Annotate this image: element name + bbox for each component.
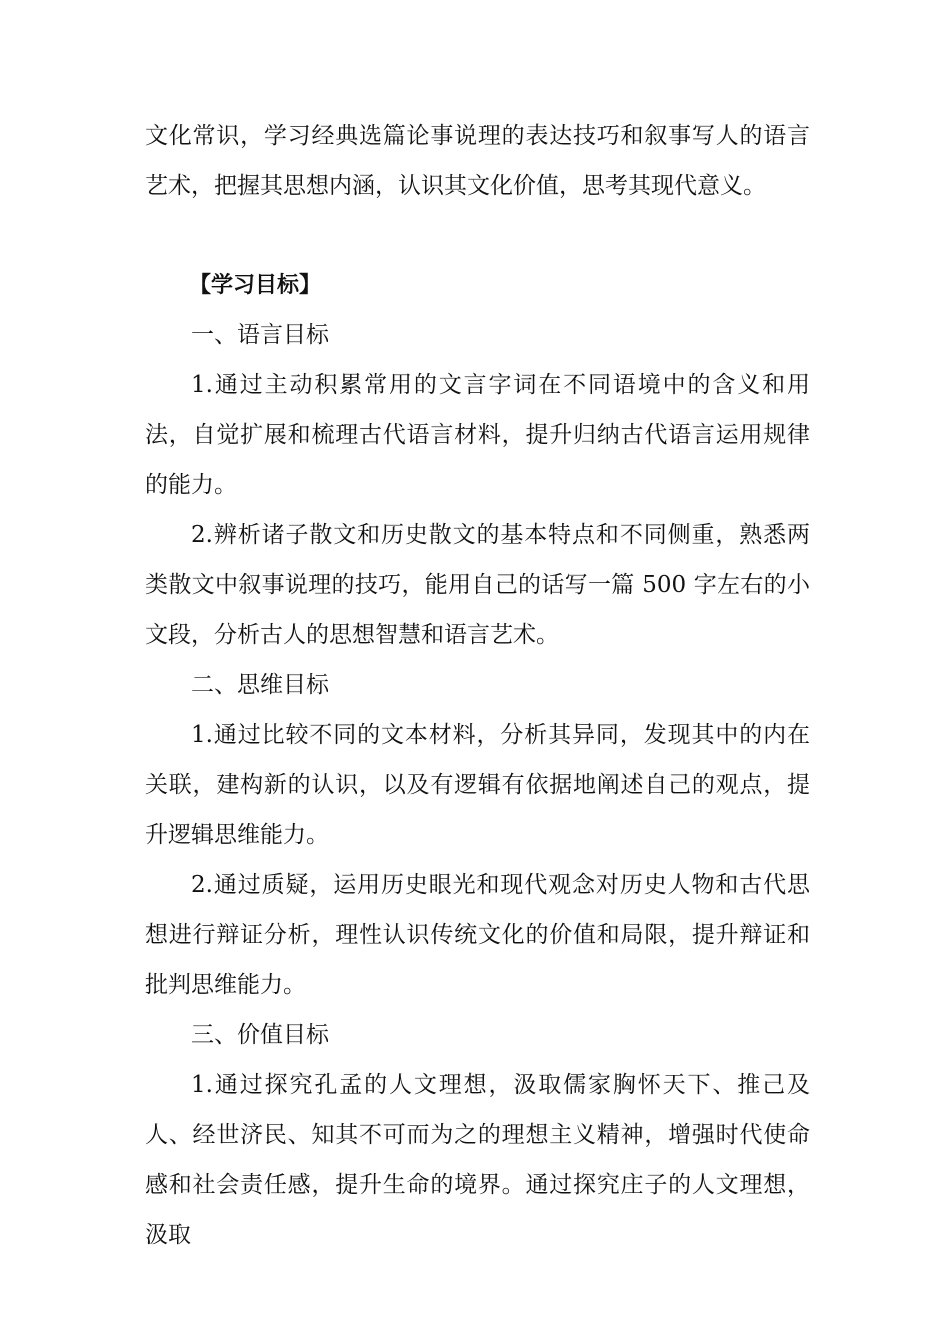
thinking-goal-title: 二、思维目标 bbox=[191, 672, 329, 698]
value-goal-item-1: 1.通过探究孔孟的人文理想，汲取儒家胸怀天下、推己及人、经世济民、知其不可而为之的理想主义精神，增强时代使命感和社会责任感，提升生命的境界。通过探究庄子的人文理想，汲取 bbox=[145, 1072, 810, 1248]
language-goal-title: 一、语言目标 bbox=[191, 322, 329, 348]
language-goal-item-2: 2.辨析诸子散文和历史散文的基本特点和不同侧重，熟悉两类散文中叙事说理的技巧，能用自己的话写一篇 500 字左右的小文段，分析古人的思想智慧和语言艺术。 bbox=[145, 522, 810, 648]
intro-paragraph: 文化常识，学习经典选篇论事说理的表达技巧和叙事写人的语言艺术，把握其思想内涵，认识其文化价值，思考其现代意义。 bbox=[145, 123, 810, 199]
thinking-goal-item-2: 2.通过质疑，运用历史眼光和现代观念对历史人物和古代思想进行辩证分析，理性认识传统文化的价值和局限，提升辩证和批判思维能力。 bbox=[145, 872, 810, 998]
language-goal-item-1: 1.通过主动积累常用的文言字词在不同语境中的含义和用法，自觉扩展和梳理古代语言材料，提升归纳古代语言运用规律的能力。 bbox=[145, 372, 810, 498]
thinking-goal-item-1: 1.通过比较不同的文本材料，分析其异同，发现其中的内在关联，建构新的认识，以及有逻辑有依据地阐述自己的观点，提升逻辑思维能力。 bbox=[145, 722, 810, 848]
value-goal-title: 三、价值目标 bbox=[191, 1022, 329, 1048]
section-heading-learning-goals: 【学习目标】 bbox=[189, 273, 322, 298]
